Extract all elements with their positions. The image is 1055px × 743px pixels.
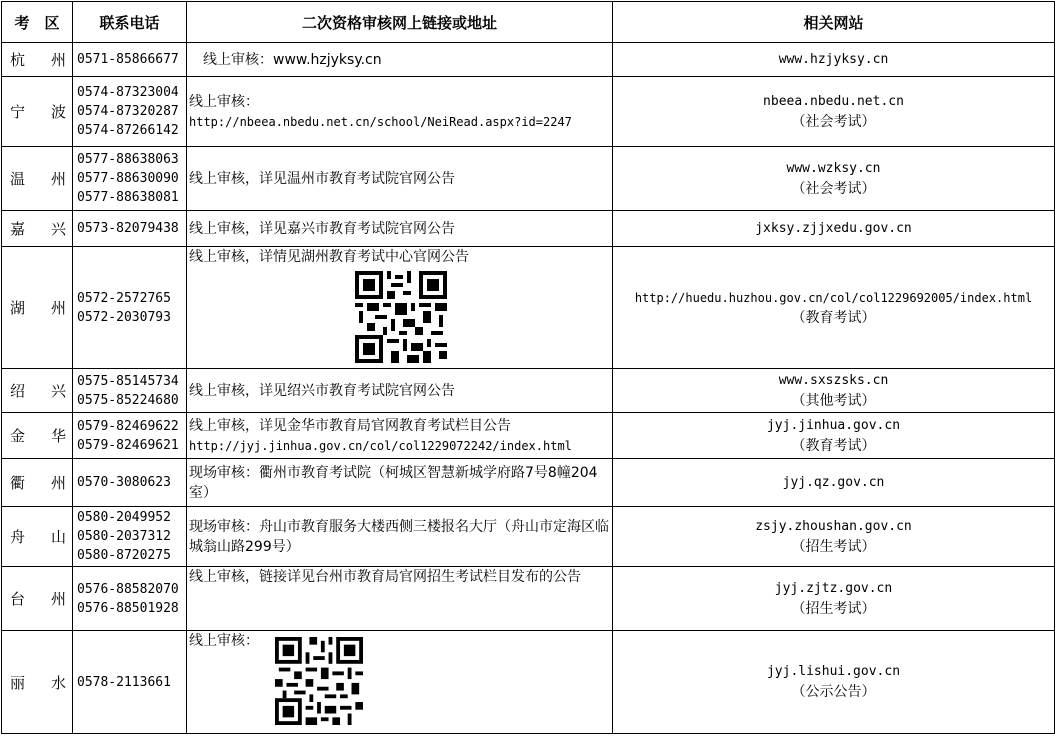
phone-number: 0577-88638081 — [77, 190, 179, 205]
phone-number: 0573-82079438 — [77, 221, 179, 236]
phone-number: 0571-85866677 — [77, 52, 179, 67]
review-link[interactable]: http://jyj.jinhua.gov.cn/col/col1229072242/index.html — [189, 438, 572, 453]
table-row — [2, 247, 1055, 369]
phone-cell — [73, 77, 187, 147]
table-row — [2, 631, 1055, 734]
review-cell — [187, 43, 613, 77]
table-row — [2, 369, 1055, 413]
site-cell — [613, 211, 1055, 247]
site-cell — [613, 43, 1055, 77]
header-review: 二次资格审核网上链接或地址 — [187, 2, 613, 43]
site-link[interactable]: jxksy.zjjxedu.gov.cn — [755, 220, 912, 236]
review-text: 线上审核： — [189, 93, 259, 110]
district-cell: 绍 兴 — [2, 369, 73, 413]
review-text: 线上审核，详见金华市教育局官网教育考试栏目公告 — [189, 417, 511, 434]
review-text: 现场审核：舟山市教育服务大楼西侧三楼报名大厅（舟山市定海区临城翁山路299号） — [189, 518, 609, 555]
district-cell: 嘉 兴 — [2, 211, 73, 247]
table-row — [2, 77, 1055, 147]
qr-code-icon — [275, 637, 363, 725]
site-link[interactable]: www.wzksy.cn — [786, 160, 881, 176]
header-phone: 联系电话 — [73, 2, 187, 43]
site-link[interactable]: www.hzjyksy.cn — [778, 51, 889, 67]
site-link[interactable]: nbeea.nbedu.net.cn — [763, 93, 904, 109]
district-cell: 舟 山 — [2, 507, 73, 567]
review-text: 线上审核： — [189, 633, 259, 649]
review-link[interactable]: http://nbeea.nbedu.net.cn/school/NeiRead.aspx?id=2247 — [189, 114, 572, 129]
table-row — [2, 459, 1055, 507]
phone-number: 0580-2049952 — [77, 510, 171, 525]
review-text: 线上审核，详情见湖州教育考试中心官网公告 — [189, 249, 469, 265]
table-row — [2, 507, 1055, 567]
district-cell: 温 州 — [2, 147, 73, 211]
site-note: （其他考试） — [791, 392, 876, 409]
site-cell — [613, 459, 1055, 507]
phone-cell — [73, 413, 187, 459]
review-cell — [187, 413, 613, 459]
phone-number: 0579-82469622 — [77, 418, 179, 434]
review-cell — [187, 77, 613, 147]
qr-code-icon — [355, 271, 447, 363]
site-cell — [613, 507, 1055, 567]
site-link[interactable]: zsjy.zhoushan.gov.cn — [755, 518, 912, 534]
phone-number: 0574-87320287 — [77, 104, 179, 119]
review-text: 现场审核：衢州市教育考试院（柯城区智慧新城学府路7号8幢204室） — [189, 464, 598, 501]
phone-cell — [73, 631, 187, 734]
site-note: （招生考试） — [791, 538, 876, 555]
header-district: 考 区 — [2, 2, 73, 43]
table-row — [2, 147, 1055, 211]
site-link[interactable]: jyj.lishui.gov.cn — [766, 664, 901, 679]
site-note: （社会考试） — [791, 113, 876, 130]
phone-cell — [73, 43, 187, 77]
site-link[interactable]: http://huedu.huzhou.gov.cn/col/col1229692005/index.html — [634, 290, 1033, 305]
site-cell — [613, 247, 1055, 369]
phone-number: 0572-2572765 — [77, 290, 171, 306]
site-cell — [613, 567, 1055, 631]
review-text: 线上审核，详见嘉兴市教育考试院官网公告 — [189, 220, 455, 237]
site-link[interactable]: www.sxszsks.cn — [778, 372, 889, 388]
site-note: （教育考试） — [791, 437, 876, 454]
review-cell — [187, 507, 613, 567]
site-note: （公示公告） — [791, 684, 876, 700]
phone-number: 0580-2037312 — [77, 529, 171, 544]
table-header-row — [2, 2, 1055, 43]
site-note: （社会考试） — [791, 180, 876, 197]
phone-number: 0579-82469621 — [77, 437, 179, 453]
phone-cell — [73, 507, 187, 567]
site-link[interactable]: jyj.zjtz.gov.cn — [774, 580, 893, 596]
table-row — [2, 413, 1055, 459]
district-cell: 杭 州 — [2, 43, 73, 77]
phone-number: 0578-2113661 — [77, 674, 171, 690]
table-row — [2, 43, 1055, 77]
site-note: （教育考试） — [791, 309, 876, 326]
exam-contact-table — [1, 1, 1055, 734]
phone-cell — [73, 247, 187, 369]
review-cell — [187, 247, 613, 369]
site-link[interactable]: jyj.qz.gov.cn — [782, 474, 885, 490]
district-cell: 衢 州 — [2, 459, 73, 507]
phone-cell — [73, 567, 187, 631]
site-cell — [613, 631, 1055, 734]
review-cell — [187, 567, 613, 631]
qr-code-wrapper — [189, 267, 610, 363]
review-cell — [187, 147, 613, 211]
qr-code-wrapper — [275, 637, 363, 725]
site-cell — [613, 413, 1055, 459]
phone-cell — [73, 211, 187, 247]
review-text: 线上审核，详见绍兴市教育考试院官网公告 — [189, 382, 455, 399]
phone-number: 0576-88501928 — [77, 600, 179, 616]
review-cell — [187, 459, 613, 507]
district-cell: 湖 州 — [2, 247, 73, 369]
phone-number: 0570-3080623 — [77, 475, 171, 490]
review-text: 线上审核：www.hzjyksy.cn — [203, 51, 382, 68]
review-cell — [187, 211, 613, 247]
review-cell — [187, 369, 613, 413]
phone-cell — [73, 147, 187, 211]
phone-cell — [73, 459, 187, 507]
review-text: 线上审核，链接详见台州市教育局官网招生考试栏目发布的公告 — [189, 569, 581, 585]
phone-number: 0575-85224680 — [77, 392, 179, 408]
table-row — [2, 211, 1055, 247]
phone-number: 0576-88582070 — [77, 581, 179, 597]
site-cell — [613, 147, 1055, 211]
phone-number: 0572-2030793 — [77, 309, 171, 325]
header-site: 相关网站 — [613, 2, 1055, 43]
site-cell — [613, 77, 1055, 147]
district-cell: 金 华 — [2, 413, 73, 459]
phone-cell — [73, 369, 187, 413]
review-cell — [187, 631, 613, 734]
phone-number: 0577-88630090 — [77, 171, 179, 186]
phone-number: 0577-88638063 — [77, 152, 179, 167]
phone-number: 0574-87323004 — [77, 85, 179, 100]
review-text: 线上审核，详见温州市教育考试院官网公告 — [189, 170, 455, 187]
district-cell: 宁 波 — [2, 77, 73, 147]
phone-number: 0574-87266142 — [77, 123, 179, 138]
site-cell — [613, 369, 1055, 413]
phone-number: 0580-8720275 — [77, 548, 171, 563]
district-cell: 台 州 — [2, 567, 73, 631]
site-link[interactable]: jyj.jinhua.gov.cn — [766, 417, 901, 433]
district-cell: 丽 水 — [2, 631, 73, 734]
phone-number: 0575-85145734 — [77, 373, 179, 389]
site-note: （招生考试） — [791, 600, 876, 617]
table-row — [2, 567, 1055, 631]
